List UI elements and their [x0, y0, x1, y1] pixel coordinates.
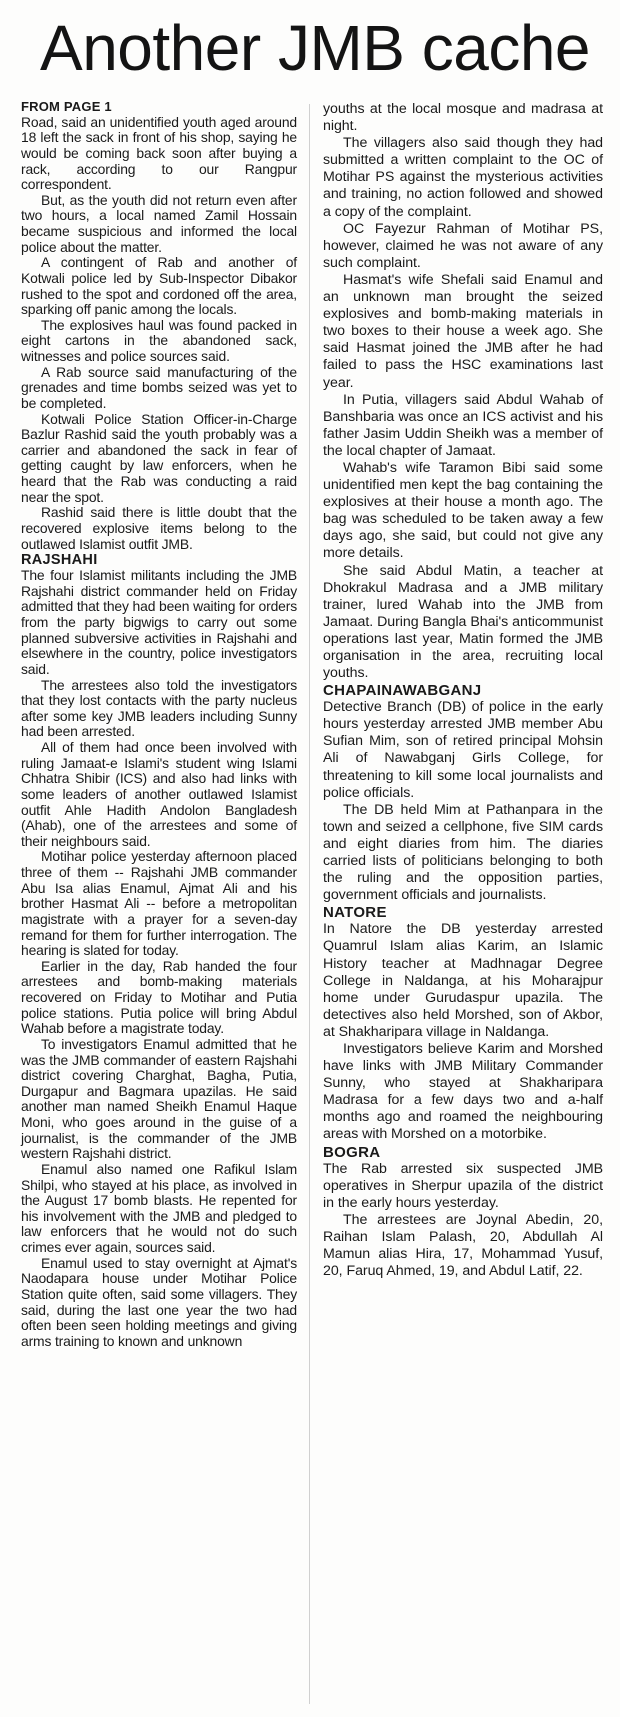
paragraph: A Rab source said manufacturing of the grenades and time bombs seized was yet to be completed.: [21, 363, 297, 411]
paragraph: OC Fayezur Rahman of Motihar PS, however, claimed he was not aware of any such complaint.: [323, 220, 603, 271]
column-divider: [309, 104, 310, 1704]
paragraph: Kotwali Police Station Officer-in-Charge Bazlur Rashid said the youth probably was a carrier and abandoned the sack in fear of getting caught by law enforcers, when he heard that the Rab was conducting a raid near the spot.: [21, 410, 297, 505]
paragraph: The DB held Mim at Pathanpara in the town and seized a cellphone, five SIM cards and eight diaries from him. The diaries carried lists of politicians belonging to both the ruling and the opposition parties, government officials and journalists.: [323, 801, 603, 904]
section-heading-chapainawabganj: CHAPAINAWABGANJ: [323, 682, 482, 700]
paragraph: Enamul also named one Rafikul Islam Shilpi, who stayed at his place, as involved in the August 17 bomb blasts. He repented for his involvement with the JMB and pledged to law enforcers that he would not do such crimes ever again, sources said.: [21, 1160, 297, 1255]
paragraph: Detective Branch (DB) of police in the early hours yesterday arrested JMB member Abu Sufian Mim, son of retired principal Mohsin Ali of Nawabganj Girls College, for threatening to kill some local journalists and police officials.: [323, 699, 603, 801]
paragraph: The Rab arrested six suspected JMB operatives in Sherpur upazila of the district in the early hours yesterday.: [323, 1160, 603, 1211]
paragraph: In Putia, villagers said Abdul Wahab of Banshbaria was once an ICS activist and his father Jasim Uddin Sheikh was a member of the local chapter of Jamaat.: [323, 391, 603, 459]
paragraph: All of them had once been involved with ruling Jamaat-e Islami's student wing Islami Chhatra Shibir (ICS) and also had links with some leaders of another outlawed Islamist outfit Ahle Hadith Andolon Bangladesh (Ahab), one of the arrestees and some of their neighbours said.: [21, 739, 297, 849]
paragraph: Road, said an unidentified youth aged around 18 left the sack in front of his shop, saying he would be coming back soon after buying a rack, according to our Rangpur correspondent.: [21, 113, 297, 193]
section-heading-bogra: BOGRA: [323, 1143, 381, 1161]
paragraph: Enamul used to stay overnight at Ajmat's Naodapara house under Motihar Police Station quite often, said some villagers. They said, during the last one year the two had often been seen holding meetings and giving arms training to known and unknown: [21, 1254, 297, 1349]
paragraph: The explosives haul was found packed in eight cartons in the abandoned sack, witnesses and police sources said.: [21, 316, 297, 364]
paragraph: She said Abdul Matin, a teacher at Dhokrakul Madrasa and a JMB military trainer, lured Wahab into the JMB from Jamaat. During Bangla Bhai's anticommunist operations last year, Matin formed the JMB organisation in the area, recruiting local youths.: [323, 562, 603, 682]
paragraph: In Natore the DB yesterday arrested Quamrul Islam alias Karim, an Islamic History teacher at Madhnagar Degree College in Naldanga, at his Moharajpur home under Gurudaspur upazila. The detectives also held Morshed, son of Akbor, at Shakharipara village in Naldanga.: [323, 921, 603, 1040]
headline: Another JMB cache: [40, 12, 590, 84]
right-column: [323, 101, 603, 1280]
paragraph-continuation: youths at the local mosque and madrasa at night.: [323, 101, 603, 135]
paragraph: Earlier in the day, Rab handed the four arrestees and bomb-making materials recovered on Friday to Motihar and Putia police stations. Putia police will bring Abdul Wahab before a magistrate today.: [21, 957, 297, 1037]
paragraph: The four Islamist militants including the JMB Rajshahi district commander held on Friday admitted that they had been waiting for orders from the party bigwigs to carry out some planned subversive activities in Rajshahi and elsewhere in the country, police investigators said.: [21, 567, 297, 677]
paragraph: Wahab's wife Taramon Bibi said some unidentified men kept the bag containing the explosives at their house a month ago. The bag was scheduled to be taken away a few days ago, she said, but could not give any more details.: [323, 459, 603, 562]
paragraph: To investigators Enamul admitted that he was the JMB commander of eastern Rajshahi district covering Charghat, Bagha, Putia, Durgapur and Bagmara upazilas. He said another man named Sheikh Enamul Haque Moni, who goes around in the guise of a journalist, is the commander of the JMB western Rajshahi district.: [21, 1035, 297, 1162]
paragraph: Motihar police yesterday afternoon placed three of them -- Rajshahi JMB commander Abu Isa alias Enamul, Ajmat Ali and his brother Hasmat Ali -- before a metropolitan magistrate with a prayer for a seven-day remand for them for further interrogation. The hearing is slated for today.: [21, 848, 297, 959]
article-intro: [21, 99, 297, 193]
paragraph: The arrestees are Joynal Abedin, 20, Raihan Islam Palash, 20, Abdullah Al Mamun alias Hira, 17, Mohammad Yusuf, 20, Faruq Ahmed, 19, and Abdul Latif, 22.: [323, 1211, 603, 1280]
paragraph: The arrestees also told the investigators that they lost contacts with the party nucleus after some key JMB leaders including Sunny had been arrested.: [21, 676, 297, 740]
left-column: [21, 99, 297, 1349]
paragraph: Hasmat's wife Shefali said Enamul and an unknown man brought the seized explosives and bomb-making materials in two boxes to their house a week ago. She said Hasmat joined the JMB after he had failed to pass the HSC examinations last year.: [323, 271, 603, 391]
section-heading-rajshahi: RAJSHAHI: [21, 552, 98, 569]
paragraph: Investigators believe Karim and Morshed have links with JMB Military Commander Sunny, who stayed at Shakharipara Madrasa for a few days two and a-half months ago and roamed the neighbouring areas with Morshed on a motorbike.: [323, 1040, 603, 1143]
section-heading-natore: NATORE: [323, 904, 387, 922]
paragraph: Rashid said there is little doubt that the recovered explosive items belong to the outlawed Islamist outfit JMB.: [21, 504, 297, 552]
paragraph: A contingent of Rab and another of Kotwali police led by Sub-Inspector Dibakor rushed to the spot and cordoned off the area, sparking off panic among the locals.: [21, 254, 297, 318]
paragraph: The villagers also said though they had submitted a written complaint to the OC of Motihar PS against the mysterious activities and training, no action followed and showed a copy of the complaint.: [323, 135, 603, 220]
from-page-label: FROM PAGE 1: [21, 99, 112, 114]
paragraph: But, as the youth did not return even after two hours, a local named Zamil Hossain became suspicious and informed the local police about the matter.: [21, 191, 297, 255]
